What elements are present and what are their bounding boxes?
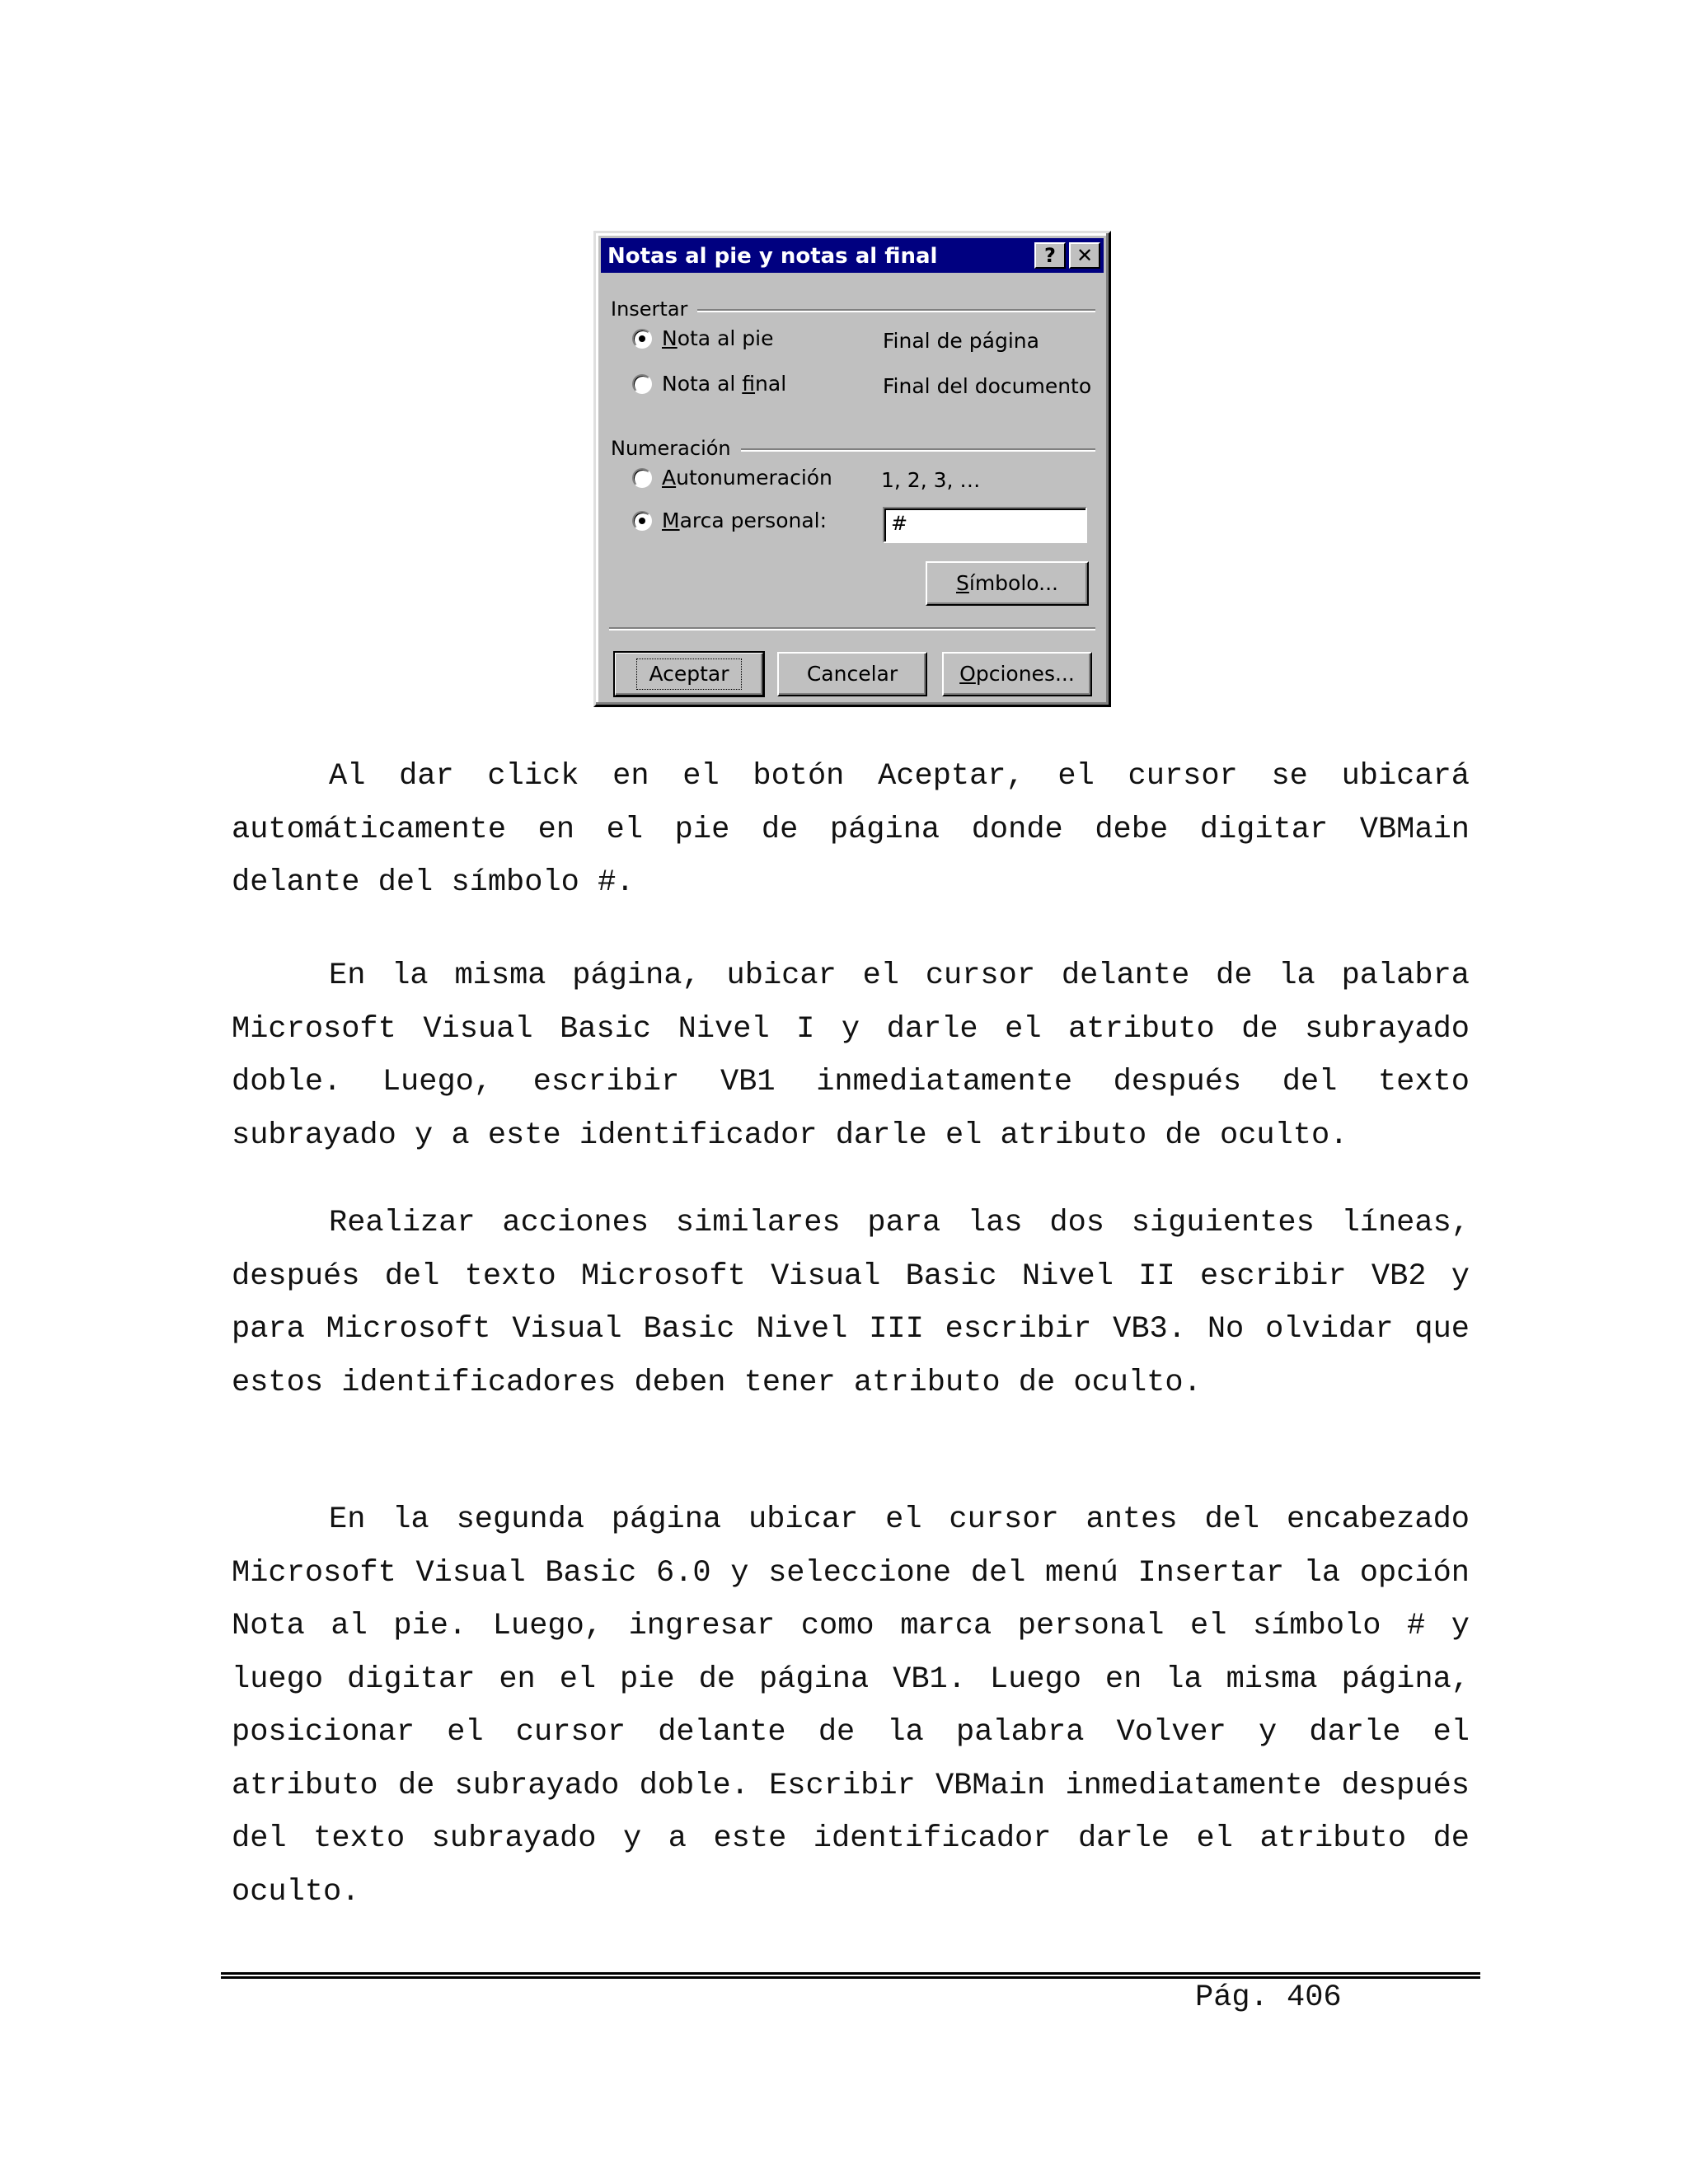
custom-mark-input[interactable]: # — [883, 507, 1087, 543]
paragraph-3: Realizar acciones similares para las dos siguientes líneas, después del texto Microsoft Visual Basic Nivel II escribir VB2 y para Microsoft Visual Basic Nivel III escribir VB3. No olvidar que estos identificadores deben tener atributo de oculto. — [232, 1206, 1470, 1400]
dialog-titlebar — [601, 238, 1104, 273]
endnote-location: Final del documento — [883, 374, 1092, 398]
page-number: Pág. 406 — [1195, 1980, 1342, 2015]
endnote-radio[interactable] — [632, 372, 786, 396]
paragraph-4: En la segunda página ubicar el cursor antes del encabezado Microsoft Visual Basic 6.0 y seleccione del menú Insertar la opción Nota al pie. Luego, ingresar como marca personal el símbolo # y luego digitar en el pie de página VB1. Luego en la misma página, posicionar el cursor delante de la palabra Volver y darle el atributo de subrayado doble. Escribir VBMain inmediatamente después del texto subrayado y a este identificador darle el atributo de oculto. — [232, 1502, 1470, 1910]
footnote-radio[interactable] — [632, 326, 773, 350]
autonumber-sample: 1, 2, 3, … — [881, 468, 981, 492]
footnote-location: Final de página — [883, 329, 1039, 353]
footnote-label: Nota al pie — [662, 326, 774, 350]
footnote-dialog — [593, 231, 1111, 707]
radio-checked-icon — [632, 329, 652, 349]
ok-button[interactable]: Aceptar — [614, 652, 764, 696]
dialog-title: Notas al pie y notas al final — [607, 244, 938, 269]
autonumber-label: Autonumeración — [662, 466, 832, 490]
paragraph-1: Al dar click en el botón Aceptar, el cursor se ubicará automáticamente en el pie de página donde debe digitar VBMain delante del símbolo #. — [232, 759, 1470, 900]
radio-unchecked-icon — [632, 374, 652, 394]
paragraph-2: En la misma página, ubicar el cursor delante de la palabra Microsoft Visual Basic Nivel I y darle el atributo de subrayado doble. Luego, escribir VB1 inmediatamente después del texto subrayado y a este identificador darle el atributo de oculto. — [232, 958, 1470, 1153]
close-button[interactable]: ✕ — [1069, 242, 1100, 269]
options-button[interactable]: Opciones... — [942, 652, 1092, 696]
dialog-separator — [609, 627, 1095, 630]
cancel-button[interactable]: Cancelar — [777, 652, 927, 696]
symbol-button[interactable]: Símbolo... — [926, 561, 1089, 606]
autonumber-radio[interactable] — [632, 466, 832, 490]
insert-group-label: Insertar — [611, 298, 697, 321]
help-button[interactable]: ? — [1034, 242, 1066, 269]
custom-mark-label: Marca personal: — [662, 509, 828, 532]
endnote-label: Nota al final — [662, 372, 787, 396]
radio-unchecked-icon — [632, 468, 652, 488]
numbering-group-label: Numeración — [611, 437, 741, 460]
footer-rule — [221, 1972, 1480, 1979]
custom-mark-radio[interactable] — [632, 509, 827, 532]
radio-checked-icon — [632, 511, 652, 531]
